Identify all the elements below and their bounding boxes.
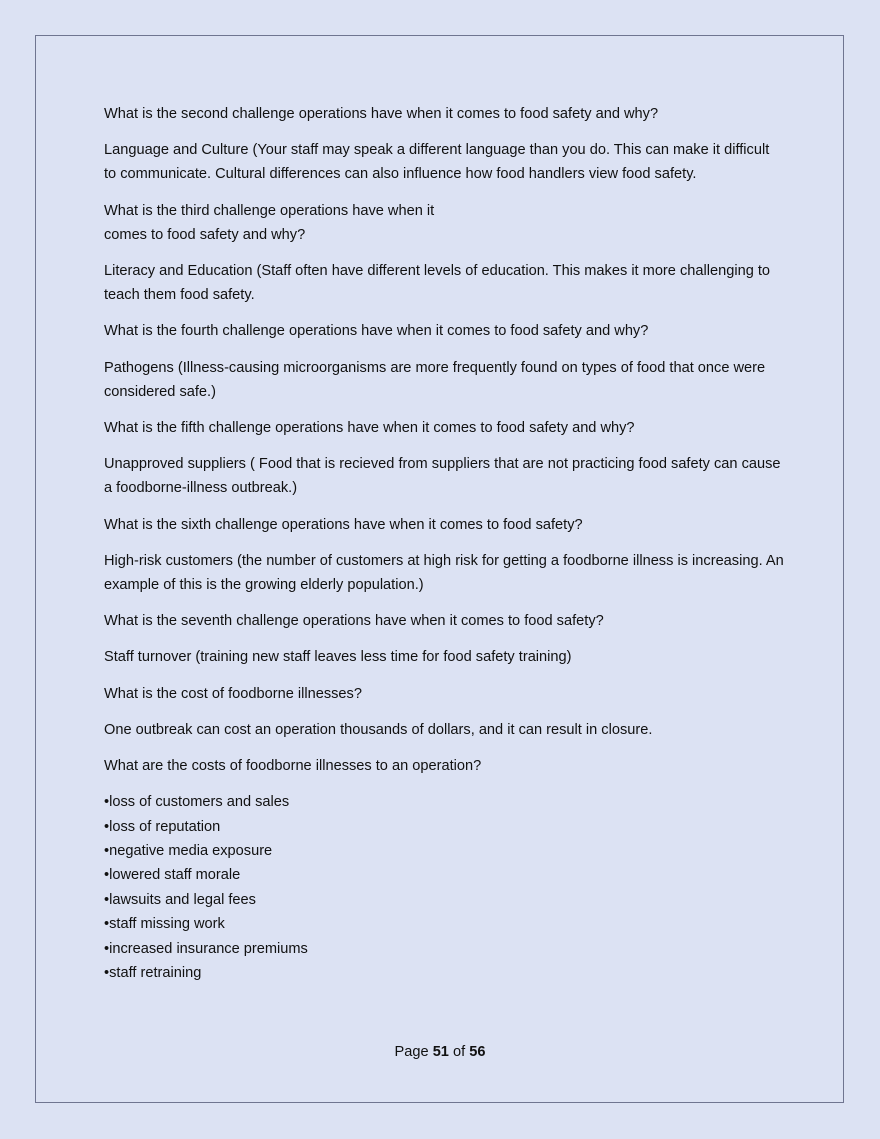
answer-unapproved-suppliers: Unapproved suppliers ( Food that is recieved from suppliers that are not practicing food safety can cause a foodborne-illness outbreak.) bbox=[104, 456, 781, 497]
answer-staff-turnover: Staff turnover (training new staff leaves less time for food safety training) bbox=[104, 649, 572, 666]
of-label: of bbox=[452, 1044, 466, 1060]
list-item: •loss of customers and sales bbox=[104, 794, 290, 811]
list-item: •negative media exposure bbox=[104, 843, 273, 860]
page-label: Page bbox=[394, 1044, 429, 1060]
list-item: •lawsuits and legal fees bbox=[104, 891, 256, 908]
question-fourth-challenge: What is the fourth challenge operations have when it comes to food safety and why? bbox=[104, 323, 649, 340]
list-item: •loss of reputation bbox=[104, 818, 221, 835]
costs-list bbox=[104, 790, 784, 985]
total-pages: 56 bbox=[469, 1044, 486, 1060]
list-item: •staff missing work bbox=[104, 916, 225, 933]
list-item: •staff retraining bbox=[104, 965, 202, 982]
question-fifth-challenge: What is the fifth challenge operations have when it comes to food safety and why? bbox=[104, 420, 635, 437]
answer-high-risk-customers: High-risk customers (the number of customers at high risk for getting a foodborne illness is increasing. An example of this is the growing elderly population.) bbox=[104, 552, 784, 594]
question-seventh-challenge: What is the seventh challenge operations have when it comes to food safety? bbox=[104, 613, 604, 630]
answer-cost: One outbreak can cost an operation thousands of dollars, and it can result in closure. bbox=[104, 721, 653, 738]
document-page bbox=[35, 35, 844, 1103]
page-content bbox=[104, 102, 784, 986]
question-second-challenge: What is the second challenge operations have when it comes to food safety and why? bbox=[104, 106, 659, 122]
list-item: •increased insurance premiums bbox=[104, 940, 308, 957]
question-cost: What is the cost of foodborne illnesses? bbox=[104, 685, 362, 702]
question-third-challenge: What is the third challenge operations have when it comes to food safety and why? bbox=[104, 202, 435, 243]
answer-pathogens: Pathogens (Illness-causing microorganisms are more frequently found on types of food that once were considered safe.) bbox=[104, 359, 766, 400]
question-costs-to-operation: What are the costs of foodborne illnesses to an operation? bbox=[104, 758, 482, 775]
answer-language-culture: Language and Culture (Your staff may speak a different language than you do. This can make it difficult to communicate. Cultural differences can also influence how food handlers view food safety. bbox=[104, 142, 770, 183]
question-sixth-challenge: What is the sixth challenge operations have when it comes to food safety? bbox=[104, 516, 583, 533]
page-footer bbox=[0, 1044, 880, 1060]
list-item: •lowered staff morale bbox=[104, 867, 241, 884]
page-number: 51 bbox=[432, 1044, 449, 1060]
answer-literacy-education: Literacy and Education (Staff often have different levels of education. This makes it more challenging to teach them food safety. bbox=[104, 263, 771, 304]
